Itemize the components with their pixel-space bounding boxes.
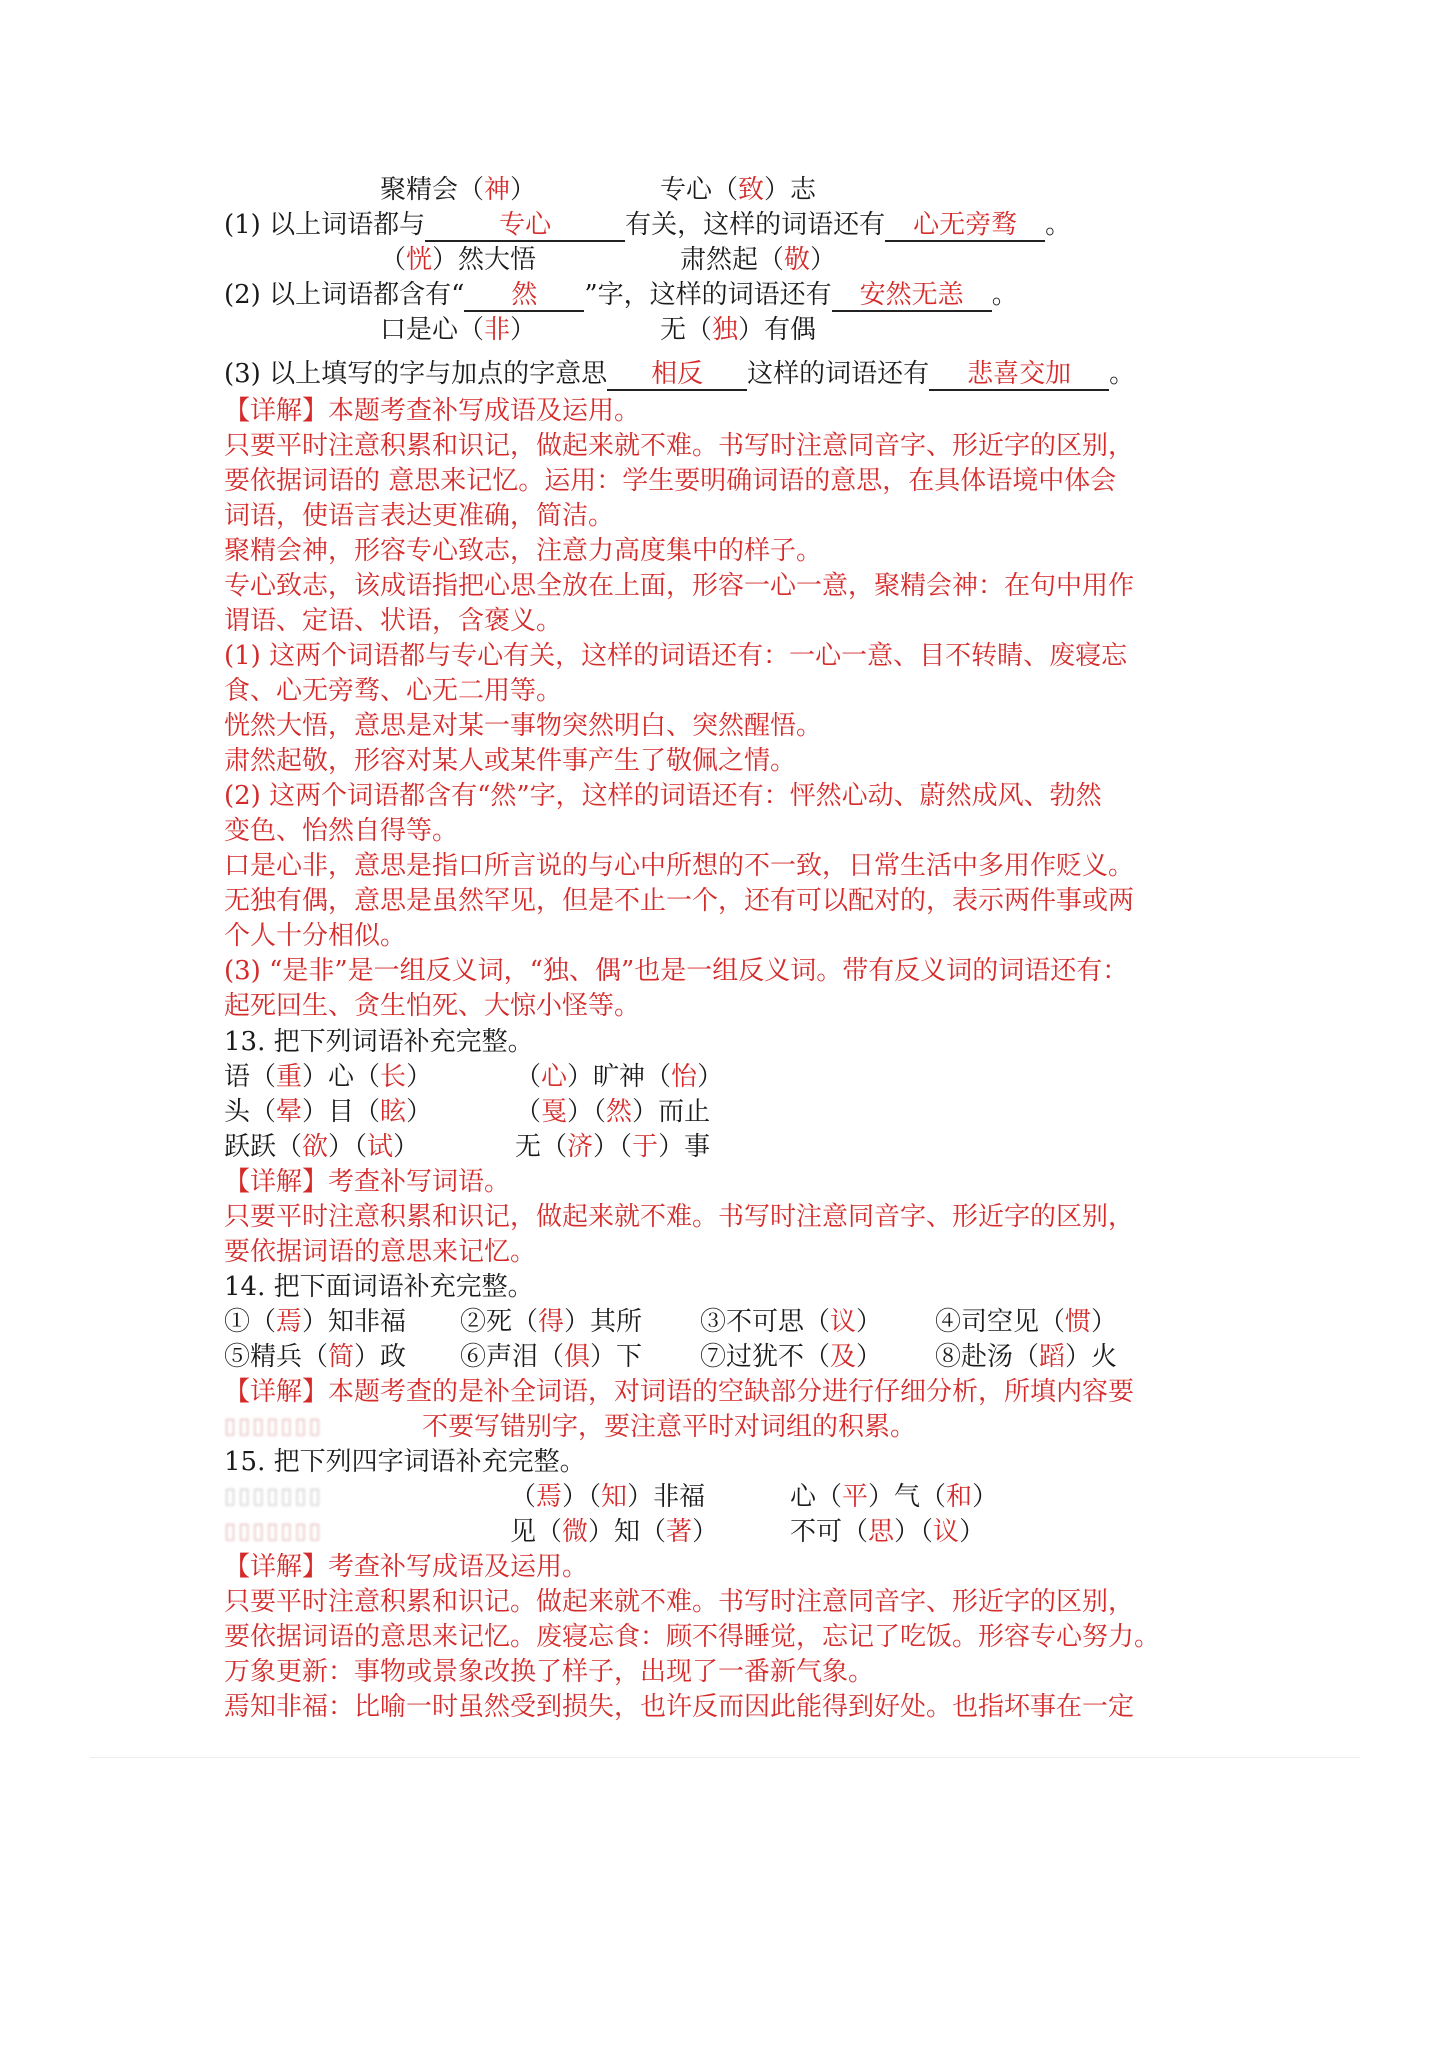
answer-blank: 晕 bbox=[276, 1097, 303, 1127]
q12-explain-6: 谓语、定语、状语，含褒义。 bbox=[224, 606, 563, 636]
idiom-text: ） bbox=[1091, 1307, 1118, 1337]
answer-blank: 焉 bbox=[536, 1482, 563, 1512]
idiom-juzhinghui: 聚精会（神） bbox=[380, 175, 537, 205]
page-divider bbox=[90, 1757, 1360, 1758]
idiom-text: ）政 bbox=[354, 1342, 407, 1372]
idiom-item bbox=[224, 1130, 419, 1164]
answer-blank: 致 bbox=[738, 175, 765, 205]
idiom-text: ）知非福 bbox=[302, 1307, 407, 1337]
q15-title: 15. 把下列四字词语补充完整。 bbox=[224, 1447, 586, 1477]
idiom-text: ）（ bbox=[562, 1482, 602, 1512]
answer-blank: 蹈 bbox=[1039, 1342, 1066, 1372]
idiom-item bbox=[515, 1130, 710, 1164]
q12-explain-13: 口是心非，意思是指口所言说的与心中所想的不一致，日常生活中多用作贬义。 bbox=[224, 851, 1135, 881]
idiom-text: 无（ bbox=[515, 1132, 568, 1162]
answer-underline: 专心 bbox=[425, 210, 625, 242]
q14-explain-1: 不要写错别字，要注意平时对词组的积累。 bbox=[422, 1412, 917, 1442]
q14-title: 14. 把下面词语补充完整。 bbox=[224, 1272, 534, 1302]
answer-underline: 相反 bbox=[607, 359, 747, 391]
idiom-text: ）其所 bbox=[564, 1307, 643, 1337]
q12-explain-16: (3) “是非”是一组反义词，“独、偶”也是一组反义词。带有反义词的词语还有： bbox=[224, 956, 1129, 986]
idiom-text: ③不可思（ bbox=[700, 1307, 831, 1337]
idiom-text: ）下 bbox=[590, 1342, 643, 1372]
q12-explain-11: (2) 这两个词语都含有“然”字，这样的词语还有：怦然心动、蔚然成风、勃然 bbox=[224, 781, 1102, 811]
idiom-item bbox=[515, 1060, 723, 1094]
answer-blank: 惯 bbox=[1065, 1307, 1092, 1337]
idiom-item bbox=[790, 1480, 998, 1514]
idiom-text: 心（ bbox=[790, 1482, 843, 1512]
answer-blank: 知 bbox=[601, 1482, 628, 1512]
idiom-item bbox=[510, 1515, 718, 1549]
idiom-text: 跃跃（ bbox=[224, 1132, 303, 1162]
idiom-item bbox=[224, 1340, 406, 1374]
idiom-wuduyouou: 无（独）有偶 bbox=[660, 315, 817, 345]
q15-explain-4: 焉知非福：比喻一时虽然受到损失，也许反而因此能得到好处。也指坏事在一定 bbox=[224, 1692, 1135, 1722]
answer-blank: 重 bbox=[276, 1062, 303, 1092]
answer-blank: 及 bbox=[830, 1342, 857, 1372]
idiom-text: 头（ bbox=[224, 1097, 277, 1127]
q13-explain-1: 只要平时注意积累和识记，做起来就不难。书写时注意同音字、形近字的区别， bbox=[224, 1202, 1135, 1232]
idiom-text: ） bbox=[406, 1062, 433, 1092]
sentence-3: (3) 以上填写的字与加点的字意思 相反 这样的词语还有 悲喜交加 。 bbox=[224, 359, 1136, 389]
answer-blank: 然 bbox=[606, 1097, 633, 1127]
answer-blank: 济 bbox=[567, 1132, 594, 1162]
idiom-text: ） bbox=[959, 1517, 986, 1547]
answer-underline: 悲喜交加 bbox=[929, 359, 1109, 391]
idiom-text: ） bbox=[856, 1342, 883, 1372]
answer-blank: 思 bbox=[868, 1517, 895, 1547]
idiom-suran: 肃然起（敬） bbox=[680, 245, 837, 275]
answer-blank: 微 bbox=[562, 1517, 589, 1547]
idiom-text: ）目（ bbox=[302, 1097, 381, 1127]
idiom-text: ②死（ bbox=[460, 1307, 539, 1337]
idiom-koushixinfei: 口是心（非） bbox=[380, 315, 537, 345]
q12-explain-12: 变色、怡然自得等。 bbox=[224, 816, 459, 846]
q12-explain-4: 聚精会神，形容专心致志，注意力高度集中的样子。 bbox=[224, 536, 823, 566]
q12-explain-1: 只要平时注意积累和识记，做起来就不难。书写时注意同音字、形近字的区别， bbox=[224, 431, 1135, 461]
answer-blank: 俱 bbox=[564, 1342, 591, 1372]
answer-blank: 议 bbox=[933, 1517, 960, 1547]
idiom-text: （ bbox=[515, 1097, 542, 1127]
answer-blank: 得 bbox=[538, 1307, 565, 1337]
idiom-text: 见（ bbox=[510, 1517, 563, 1547]
answer-blank: 平 bbox=[842, 1482, 869, 1512]
idiom-text: ）而止 bbox=[632, 1097, 711, 1127]
idiom-zhuanxin: 专心（致）志 bbox=[660, 175, 817, 205]
answer-blank: 议 bbox=[830, 1307, 857, 1337]
idiom-item bbox=[224, 1095, 432, 1129]
answer-underline: 心无旁骛 bbox=[885, 210, 1045, 242]
q12-explain-10: 肃然起敬，形容对某人或某件事产生了敬佩之情。 bbox=[224, 746, 797, 776]
idiom-text: ）（ bbox=[894, 1517, 934, 1547]
idiom-text: ）事 bbox=[658, 1132, 711, 1162]
idiom-text: ） bbox=[393, 1132, 420, 1162]
idiom-text: ）气（ bbox=[868, 1482, 947, 1512]
idiom-item bbox=[224, 1060, 432, 1094]
answer-blank: 欲 bbox=[302, 1132, 329, 1162]
idiom-item bbox=[700, 1340, 882, 1374]
answer-underline: 然 bbox=[464, 280, 584, 312]
q13-title: 13. 把下列词语补充完整。 bbox=[224, 1027, 534, 1057]
obscured-text: ▯▯▯▯▯▯▯ bbox=[224, 1519, 323, 1544]
answer-blank: 心 bbox=[541, 1062, 568, 1092]
idiom-text: ⑦过犹不（ bbox=[700, 1342, 831, 1372]
answer-blank: 于 bbox=[632, 1132, 659, 1162]
q15-explain-3: 万象更新：事物或景象改换了样子，出现了一番新气象。 bbox=[224, 1657, 875, 1687]
q13-explain-2: 要依据词语的意思来记忆。 bbox=[224, 1237, 537, 1267]
q15-explain-1: 只要平时注意积累和识记。做起来就不难。书写时注意同音字、形近字的区别， bbox=[224, 1587, 1135, 1617]
q12-explain-3: 词语，使语言表达更准确，简洁。 bbox=[224, 501, 615, 531]
idiom-text: （ bbox=[515, 1062, 542, 1092]
idiom-item bbox=[510, 1480, 705, 1514]
idiom-text: ）（ bbox=[593, 1132, 633, 1162]
idiom-text: ⑧赴汤（ bbox=[935, 1342, 1040, 1372]
idiom-text: ）旷神（ bbox=[567, 1062, 672, 1092]
idiom-text: ） bbox=[406, 1097, 433, 1127]
idiom-text: ⑥声泪（ bbox=[460, 1342, 565, 1372]
answer-blank: 和 bbox=[946, 1482, 973, 1512]
answer-blank: 长 bbox=[380, 1062, 407, 1092]
q14-explain-0: 【详解】本题考查的是补全词语，对词语的空缺部分进行仔细分析，所填内容要 bbox=[224, 1377, 1135, 1407]
answer-blank: 著 bbox=[666, 1517, 693, 1547]
q12-explain-15: 个人十分相似。 bbox=[224, 921, 407, 951]
idiom-text: （ bbox=[510, 1482, 537, 1512]
idiom-item bbox=[700, 1305, 882, 1339]
obscured-text: ▯▯▯▯▯▯▯ bbox=[224, 1484, 323, 1509]
q12-explain-2: 要依据词语的 意思来记忆。运用：学生要明确词语的意思，在具体语境中体会 bbox=[224, 466, 1117, 496]
idiom-text: ）非福 bbox=[627, 1482, 706, 1512]
obscured-text: ▯▯▯▯▯▯▯ bbox=[224, 1414, 323, 1439]
answer-blank: 神 bbox=[484, 175, 511, 205]
idiom-item bbox=[460, 1340, 642, 1374]
idiom-item bbox=[224, 1305, 406, 1339]
q12-explain-17: 起死回生、贪生怕死、大惊小怪等。 bbox=[224, 991, 641, 1021]
idiom-item bbox=[935, 1305, 1117, 1339]
idiom-text: ⑤精兵（ bbox=[224, 1342, 329, 1372]
answer-blank: 戛 bbox=[541, 1097, 568, 1127]
idiom-text: ）心（ bbox=[302, 1062, 381, 1092]
q12-explain-0: 【详解】本题考查补写成语及运用。 bbox=[224, 396, 641, 426]
idiom-text: ） bbox=[856, 1307, 883, 1337]
q12-explain-7: (1) 这两个词语都与专心有关，这样的词语还有：一心一意、目不转睛、废寝忘 bbox=[224, 641, 1128, 671]
sentence-2: (2) 以上词语都含有“ 然 ”字，这样的词语还有 安然无恙 。 bbox=[224, 280, 1018, 310]
q12-explain-9: 恍然大悟，意思是对某一事物突然明白、突然醒悟。 bbox=[224, 711, 823, 741]
q12-explain-14: 无独有偶，意思是虽然罕见，但是不止一个，还有可以配对的，表示两件事或两 bbox=[224, 886, 1135, 916]
idiom-text: ）火 bbox=[1065, 1342, 1118, 1372]
q12-explain-5: 专心致志，该成语指把心思全放在上面，形容一心一意，聚精会神：在句中用作 bbox=[224, 571, 1135, 601]
answer-blank: 焉 bbox=[276, 1307, 303, 1337]
idiom-text: 语（ bbox=[224, 1062, 277, 1092]
idiom-text: 不可（ bbox=[790, 1517, 869, 1547]
q12-explain-8: 食、心无旁骛、心无二用等。 bbox=[224, 676, 563, 706]
idiom-text: ） bbox=[697, 1062, 724, 1092]
answer-blank: 眩 bbox=[380, 1097, 407, 1127]
idiom-item bbox=[515, 1095, 710, 1129]
idiom-item bbox=[935, 1340, 1117, 1374]
sentence-1: (1) 以上词语都与 专心 有关，这样的词语还有 心无旁骛 。 bbox=[224, 210, 1072, 240]
idiom-text: ） bbox=[972, 1482, 999, 1512]
answer-blank: 怡 bbox=[671, 1062, 698, 1092]
q13-explain-0: 【详解】考查补写词语。 bbox=[224, 1167, 511, 1197]
q15-explain-0: 【详解】考查补写成语及运用。 bbox=[224, 1552, 589, 1582]
q15-explain-2: 要依据词语的意思来记忆。废寝忘食：顾不得睡觉，忘记了吃饭。形容专心努力。 bbox=[224, 1622, 1161, 1652]
idiom-text: ） bbox=[692, 1517, 719, 1547]
idiom-text: ）（ bbox=[328, 1132, 368, 1162]
idiom-text: ）知（ bbox=[588, 1517, 667, 1547]
idiom-huangran: （恍）然大悟 bbox=[380, 245, 537, 275]
answer-underline: 安然无恙 bbox=[832, 280, 992, 312]
idiom-item bbox=[790, 1515, 985, 1549]
idiom-text: ）（ bbox=[567, 1097, 607, 1127]
answer-blank: 简 bbox=[328, 1342, 355, 1372]
idiom-text: ④司空见（ bbox=[935, 1307, 1066, 1337]
answer-blank: 试 bbox=[367, 1132, 394, 1162]
idiom-text: ①（ bbox=[224, 1307, 277, 1337]
idiom-item bbox=[460, 1305, 642, 1339]
